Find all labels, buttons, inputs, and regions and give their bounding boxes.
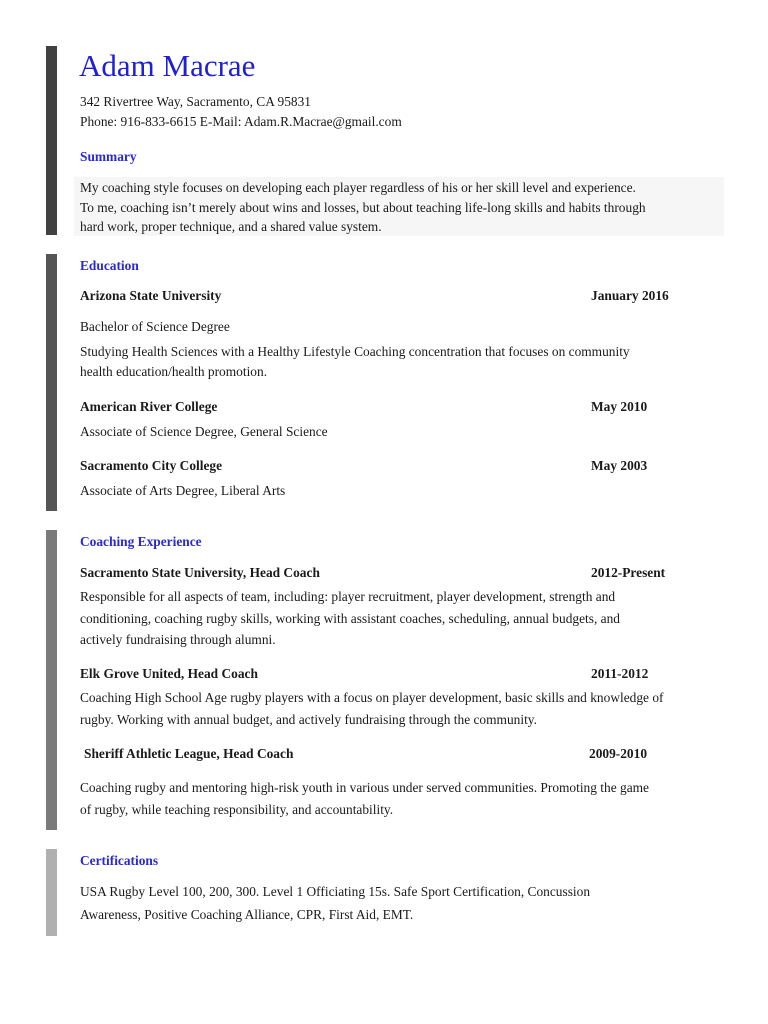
- experience-line: rugby. Working with annual budget, and actively fundraising through the community.: [80, 712, 537, 727]
- experience-line: Responsible for all aspects of team, including: player recruitment, player development, strength and: [80, 589, 616, 604]
- experience-role: Sacramento State University, Head Coach: [80, 565, 320, 580]
- summary-section-bar: [46, 46, 57, 235]
- education-detail: health education/health promotion.: [80, 364, 268, 379]
- summary-line: My coaching style focuses on developing each player regardless of his or her skill level and experience.: [80, 180, 636, 195]
- experience-role: Elk Grove United, Head Coach: [80, 666, 258, 681]
- education-date: May 2010: [591, 399, 648, 414]
- education-section-bar: [46, 254, 57, 511]
- education-detail: Studying Health Sciences with a Healthy Lifestyle Coaching concentration that focuses on community: [80, 344, 630, 359]
- education-degree: Bachelor of Science Degree: [80, 319, 230, 334]
- experience-date: 2012-Present: [591, 565, 666, 580]
- summary-line: hard work, proper technique, and a shared value system.: [80, 219, 382, 234]
- experience-line: actively fundraising through alumni.: [80, 632, 276, 647]
- education-degree: Associate of Arts Degree, Liberal Arts: [80, 483, 286, 498]
- summary-heading: Summary: [80, 149, 137, 164]
- certifications-line: USA Rugby Level 100, 200, 300. Level 1 Officiating 15s. Safe Sport Certification, Concussion: [80, 884, 591, 899]
- experience-line: of rugby, while teaching responsibility, and accountability.: [80, 802, 394, 817]
- experience-line: Coaching High School Age rugby players with a focus on player development, basic skills and knowledge of: [80, 690, 664, 705]
- address: 342 Rivertree Way, Sacramento, CA 95831: [80, 94, 311, 109]
- education-school: Sacramento City College: [80, 458, 223, 473]
- education-heading: Education: [80, 258, 139, 273]
- experience-section-bar: [46, 530, 57, 830]
- experience-line: conditioning, coaching rugby skills, working with assistant coaches, scheduling, annual budgets, and: [80, 611, 620, 626]
- education-school: Arizona State University: [80, 288, 222, 303]
- experience-heading: Coaching Experience: [80, 534, 202, 549]
- education-date: January 2016: [591, 288, 669, 303]
- education-school: American River College: [80, 399, 218, 414]
- contact-line: Phone: 916-833-6615 E-Mail: Adam.R.Macrae@gmail.com: [80, 114, 402, 129]
- experience-date: 2011-2012: [591, 666, 649, 681]
- education-date: May 2003: [591, 458, 648, 473]
- resume-name: Adam Macrae: [79, 48, 256, 83]
- summary-line: To me, coaching isn’t merely about wins and losses, but about teaching life-long skills and habits through: [80, 200, 646, 215]
- experience-date: 2009-2010: [589, 746, 648, 761]
- education-degree: Associate of Science Degree, General Science: [80, 424, 328, 439]
- experience-line: Coaching rugby and mentoring high-risk youth in various under served communities. Promoting the game: [80, 780, 650, 795]
- certifications-heading: Certifications: [80, 853, 159, 868]
- experience-role: Sheriff Athletic League, Head Coach: [84, 746, 294, 761]
- certifications-line: Awareness, Positive Coaching Alliance, CPR, First Aid, EMT.: [80, 907, 414, 922]
- certifications-section-bar: [46, 849, 57, 936]
